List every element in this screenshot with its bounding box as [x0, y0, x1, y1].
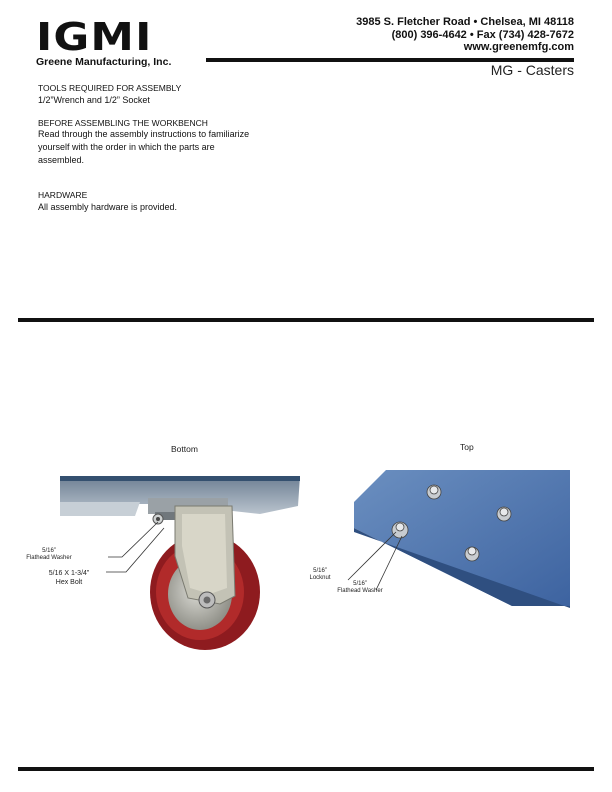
top-washer-label	[332, 581, 388, 595]
page-title: MG - Casters	[490, 62, 574, 78]
bottom-bolt-size: 5/16 X 1-3/4”	[48, 570, 90, 577]
bottom-bolt-label	[34, 569, 104, 587]
before-heading: BEFORE ASSEMBLING THE WORKBENCH	[38, 118, 208, 128]
bottom-washer-label	[24, 548, 74, 562]
tools-heading: TOOLS REQUIRED FOR ASSEMBLY	[38, 83, 182, 93]
bottom-washer-name: Flathead Washer	[26, 555, 72, 561]
section-divider	[18, 318, 594, 322]
hardware-text: All assembly hardware is provided.	[38, 202, 178, 212]
bottom-washer-size: 5/16”	[42, 548, 56, 554]
top-locknut-size: 5/16”	[313, 568, 327, 574]
logo-wordmark: IGMI	[36, 15, 153, 59]
bottom-bolt-name: Hex Bolt	[55, 579, 83, 586]
top-locknut-label	[300, 568, 340, 582]
top-view-caption: Top	[460, 442, 474, 452]
before-text-line3: assembled.	[38, 155, 85, 165]
top-locknut-name: Locknut	[309, 575, 331, 581]
address-website: www.greenemfg.com	[463, 41, 574, 53]
bottom-view-caption: Bottom	[171, 444, 198, 454]
tools-text: 1/2”Wrench and 1/2” Socket	[38, 95, 150, 105]
caster-bottom-photo	[60, 476, 300, 656]
before-text-line2: yourself with the order in which the parts are	[38, 142, 215, 152]
before-text-line1: Read through the assembly instructions to familiarize	[38, 129, 250, 139]
footer-rule	[18, 767, 594, 771]
logo-company-name: Greene Manufacturing, Inc.	[36, 56, 172, 68]
company-logo	[36, 15, 201, 68]
hardware-heading: HARDWARE	[38, 190, 88, 200]
top-washer-name: Flathead Washer	[337, 588, 383, 594]
top-washer-size: 5/16”	[353, 581, 367, 587]
address-street: 3985 S. Fletcher Road • Chelsea, MI 48118	[356, 16, 574, 28]
address-phone: (800) 396-4642 • Fax (734) 428-7672	[391, 29, 574, 41]
